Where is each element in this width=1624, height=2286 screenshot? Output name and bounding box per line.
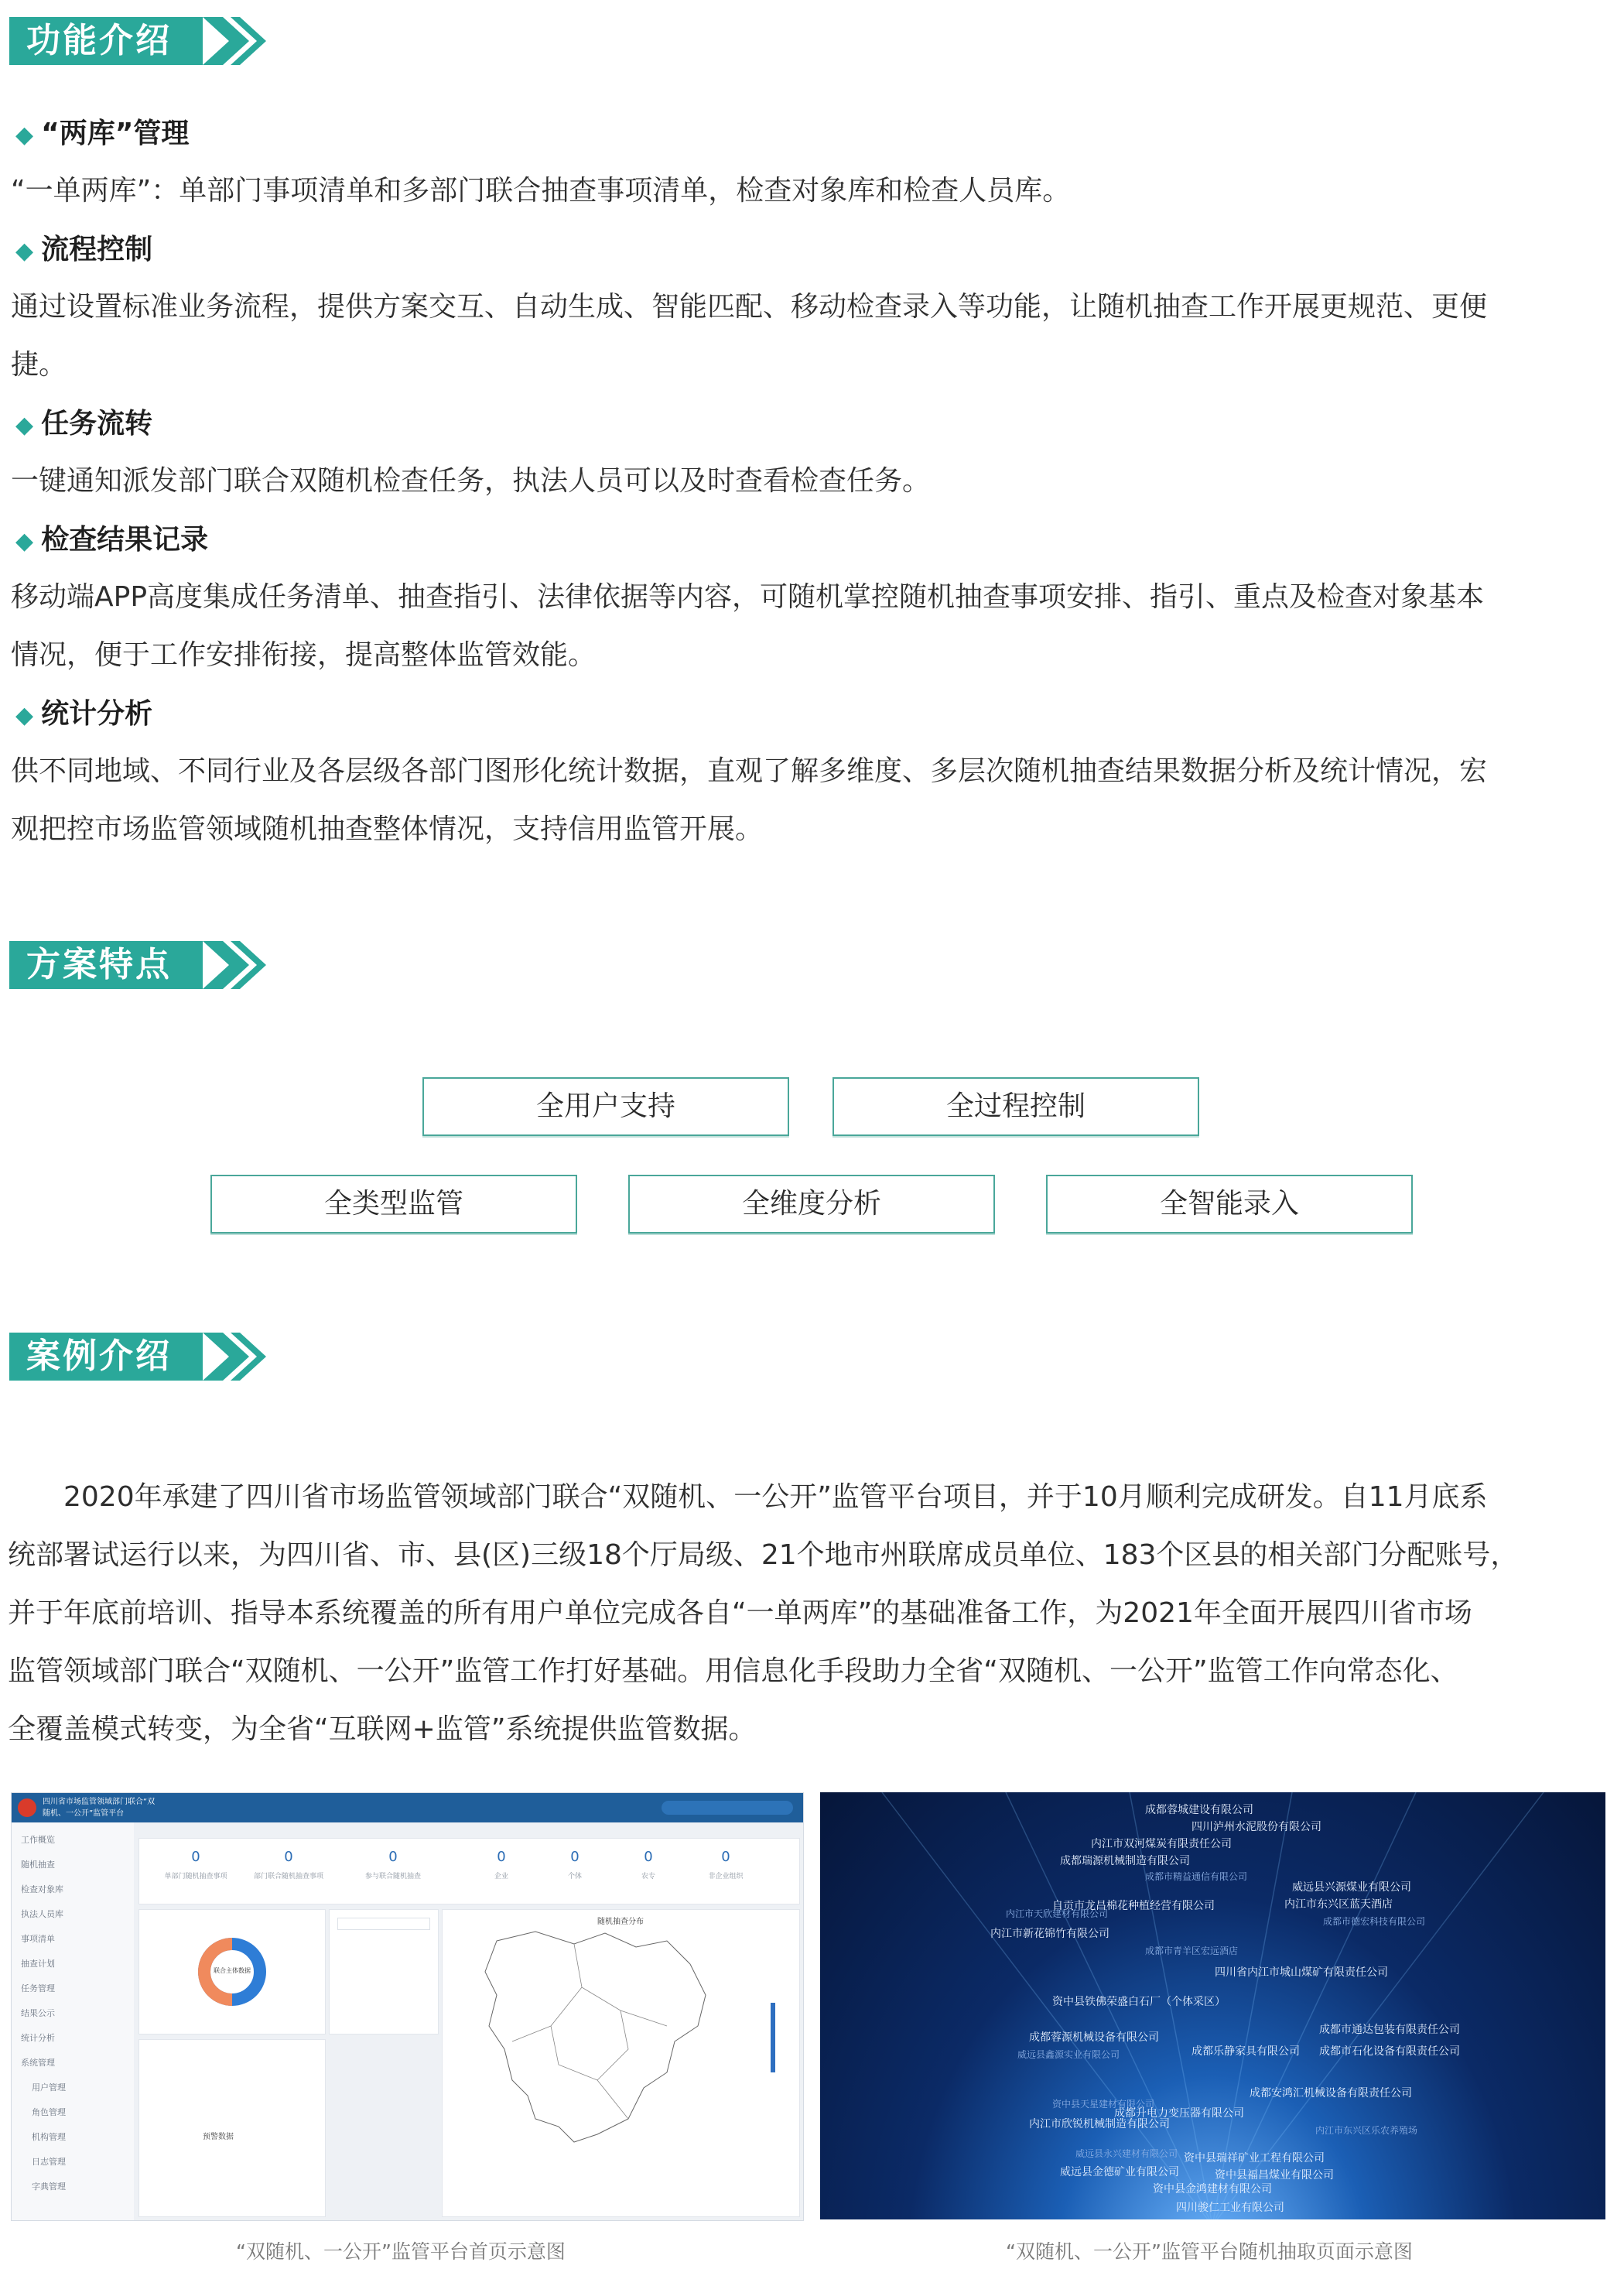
diamond-icon: ◆ <box>15 528 34 555</box>
company-cloud <box>820 1792 1605 2219</box>
stat-card: 0 企业 <box>494 1849 508 1880</box>
company-name: 成都蓉城建设有限公司 <box>1145 1804 1253 1816</box>
section-title: 案例介绍 <box>26 1336 172 1376</box>
sidebar-item[interactable]: 结果公示 <box>21 2008 55 2018</box>
company-name: 资中县福昌煤业有限公司 <box>1215 2169 1334 2182</box>
company-name: 四川省内江市城山煤矿有限责任公司 <box>1215 1966 1388 1979</box>
highlight-box: 全过程控制 <box>833 1077 1199 1136</box>
sidebar-item[interactable]: 日志管理 <box>32 2157 66 2167</box>
company-name: 内江市天欣建材有限公司 <box>1006 1908 1109 1919</box>
chevron-arrow-icon <box>200 938 269 992</box>
chevron-arrow-icon <box>200 1330 269 1384</box>
company-name: 内江市欣锐机械制造有限公司 <box>1029 2118 1170 2130</box>
donut-label: 联合主体数据 <box>214 1967 251 1974</box>
stat-card: 0 农专 <box>641 1849 655 1880</box>
highlight-box: 全维度分析 <box>628 1175 995 1234</box>
company-name: 内江市东兴区蓝天酒店 <box>1284 1898 1393 1911</box>
province-map <box>443 1910 799 2216</box>
case-paragraph-line: 并于年底前培训、指导本系统覆盖的所有用户单位完成各自“一单两库”的基础准备工作，为2021年全面开展四川省市场 <box>8 1597 1472 1629</box>
company-name: 成都安鸿汇机械设备有限责任公司 <box>1250 2087 1412 2099</box>
company-name: 内江市新花锦竹有限公司 <box>990 1928 1109 1940</box>
company-name: 四川泸州水泥股份有限公司 <box>1192 1821 1321 1833</box>
emblem-icon <box>18 1798 36 1817</box>
sidebar-item[interactable]: 任务管理 <box>21 1983 55 1993</box>
stat-card: 0 非企业组织 <box>708 1849 744 1880</box>
stat-card: 0 个体 <box>567 1849 582 1880</box>
sidebar-item[interactable]: 抽查计划 <box>21 1959 55 1969</box>
section-title: 方案特点 <box>26 945 172 984</box>
company-name: 成都乐静家具有限公司 <box>1192 2045 1300 2058</box>
highlight-box: 全用户支持 <box>422 1077 789 1136</box>
company-name: 资中县金鸿建材有限公司 <box>1153 2183 1272 2195</box>
stat-card: 0 单部门随机抽查事项 <box>164 1849 227 1880</box>
feature-text: 移动端APP高度集成任务清单、抽查指引、法律依据等内容，可随机掌控随机抽查事项安排、指引、重点及检查对象基本 <box>11 581 1485 613</box>
case-paragraph-line: 统部署试运行以来，为四川省、市、县(区)三级18个厅局级、21个地市州联席成员单位、183个区县的相关部门分配账号， <box>8 1539 1519 1571</box>
dashboard-sidebar <box>12 1822 135 2220</box>
dashboard-screenshot <box>11 1792 804 2221</box>
company-name: 内江市双河煤炭有限责任公司 <box>1091 1838 1232 1850</box>
caption-left: “双随机、一公开”监管平台首页示意图 <box>236 2240 566 2263</box>
case-paragraph-line: 2020年承建了四川省市场监管领域部门联合“双随机、一公开”监管平台项目，并于10月顺利完成研发。自11月底系 <box>8 1481 1488 1513</box>
sidebar-item[interactable]: 工作概览 <box>21 1835 55 1845</box>
stat-card: 0 部门联合随机抽查事项 <box>253 1849 323 1880</box>
company-name: 成都市通达包装有限责任公司 <box>1319 2024 1460 2036</box>
company-name: 威远县鑫源实业有限公司 <box>1017 2049 1120 2060</box>
company-name: 资中县铁佛荣盛白石厂（个体采区） <box>1052 1996 1226 2008</box>
diamond-icon: ◆ <box>15 702 34 729</box>
feature-text: “一单两库”：单部门事项清单和多部门联合抽查事项清单，检查对象库和检查人员库。 <box>11 175 1071 207</box>
map-title: 随机抽查分布 <box>597 1918 644 1926</box>
feature-text: 情况，便于工作安排衔接，提高整体监管效能。 <box>11 639 597 671</box>
company-name: 成都瑞源机械制造有限公司 <box>1060 1855 1190 1867</box>
feature-heading-process: ◆ 流程控制 <box>15 234 153 265</box>
sidebar-item[interactable]: 机构管理 <box>32 2132 66 2142</box>
highlight-box: 全智能录入 <box>1046 1175 1413 1234</box>
company-name: 成都升电力变压器有限公司 <box>1114 2107 1244 2120</box>
company-name: 资中县天星建材有限公司 <box>1052 2099 1155 2110</box>
company-name: 自贡市龙昌棉花种植经营有限公司 <box>1052 1900 1215 1912</box>
highlight-box: 全类型监管 <box>210 1175 577 1234</box>
company-name: 威远县永兴建材有限公司 <box>1075 2148 1178 2159</box>
company-name: 成都市石化设备有限责任公司 <box>1319 2045 1460 2058</box>
sidebar-item[interactable]: 角色管理 <box>32 2107 66 2117</box>
case-paragraph-line: 全覆盖模式转变，为全省“互联网+监管”系统提供监管数据。 <box>8 1713 757 1745</box>
section-header-highlights <box>9 938 265 989</box>
section-header-cases <box>9 1330 265 1381</box>
feature-heading-two-libs: ◆ “两库”管理 <box>15 118 190 149</box>
case-paragraph-line: 监管领域部门联合“双随机、一公开”监管工作打好基础。用信息化手段助力全省“双随机、一公开”监管工作向常态化、 <box>8 1655 1458 1687</box>
sidebar-item[interactable]: 系统管理 <box>21 2058 55 2068</box>
caption-right: “双随机、一公开”监管平台随机抽取页面示意图 <box>1006 2240 1413 2263</box>
sidebar-item[interactable]: 事项清单 <box>21 1934 55 1944</box>
lower-panel <box>138 2039 326 2217</box>
company-name: 威远县兴源煤业有限公司 <box>1292 1881 1411 1894</box>
feature-heading-stats: ◆ 统计分析 <box>15 698 153 730</box>
company-name: 成都市青羊区宏远酒店 <box>1145 1945 1239 1956</box>
map-legend-bar <box>771 2003 775 2072</box>
feature-text: 捷。 <box>11 349 67 381</box>
sidebar-item[interactable]: 执法人员库 <box>21 1909 63 1919</box>
feature-text: 供不同地域、不同行业及各层级各部门图形化统计数据，直观了解多维度、多层次随机抽查结果数据分析及统计情况，宏 <box>11 755 1488 787</box>
sidebar-item[interactable]: 检查对象库 <box>21 1884 63 1894</box>
company-name: 四川骏仁工业有限公司 <box>1176 2202 1284 2214</box>
dashboard-topbar <box>12 1793 803 1822</box>
feature-text: 一键通知派发部门联合双随机检查任务，执法人员可以及时查看检查任务。 <box>11 465 931 497</box>
donut-panel <box>138 1909 326 2034</box>
feature-heading-task: ◆ 任务流转 <box>15 408 153 440</box>
random-draw-screenshot <box>820 1792 1605 2219</box>
diamond-icon: ◆ <box>15 412 34 439</box>
stat-card: 0 参与联合随机抽查 <box>364 1849 421 1880</box>
list-panel <box>329 1909 439 2034</box>
company-name: 成都蓉源机械设备有限公司 <box>1029 2031 1159 2044</box>
user-area <box>662 1801 793 1815</box>
sidebar-item[interactable]: 随机抽查 <box>21 1860 55 1870</box>
company-name: 成都市精益通信有限公司 <box>1145 1871 1248 1882</box>
company-name: 资中县瑞祥矿业工程有限公司 <box>1184 2152 1325 2165</box>
feature-text: 通过设置标准业务流程，提供方案交互、自动生成、智能匹配、移动检查录入等功能，让随机抽查工作开展更规范、更便 <box>11 291 1488 323</box>
diamond-icon: ◆ <box>15 238 34 265</box>
sidebar-item[interactable]: 用户管理 <box>32 2082 66 2093</box>
map-panel <box>442 1909 800 2217</box>
company-name: 威远县金德矿业有限公司 <box>1060 2166 1179 2178</box>
app-title: 四川省市场监管领域部门联合“双随机、一公开”监管平台 <box>43 1798 156 1818</box>
feature-text: 观把控市场监管领域随机抽查整体情况，支持信用监管开展。 <box>11 813 764 845</box>
sidebar-item[interactable]: 字典管理 <box>32 2182 66 2192</box>
lower-panel-label: 预警数据 <box>203 2133 234 2141</box>
search-input[interactable] <box>337 1918 430 1930</box>
company-name: 成都市德宏科技有限公司 <box>1323 1916 1426 1927</box>
dashboard-main <box>134 1822 803 2220</box>
chevron-arrow-icon <box>200 14 269 68</box>
section-header-features <box>9 14 265 65</box>
sidebar-item[interactable]: 统计分析 <box>21 2033 55 2043</box>
diamond-icon: ◆ <box>15 121 34 149</box>
company-name: 内江市东兴区乐农养殖场 <box>1315 2125 1418 2136</box>
section-title: 功能介绍 <box>26 21 172 60</box>
feature-heading-results: ◆ 检查结果记录 <box>15 524 209 556</box>
